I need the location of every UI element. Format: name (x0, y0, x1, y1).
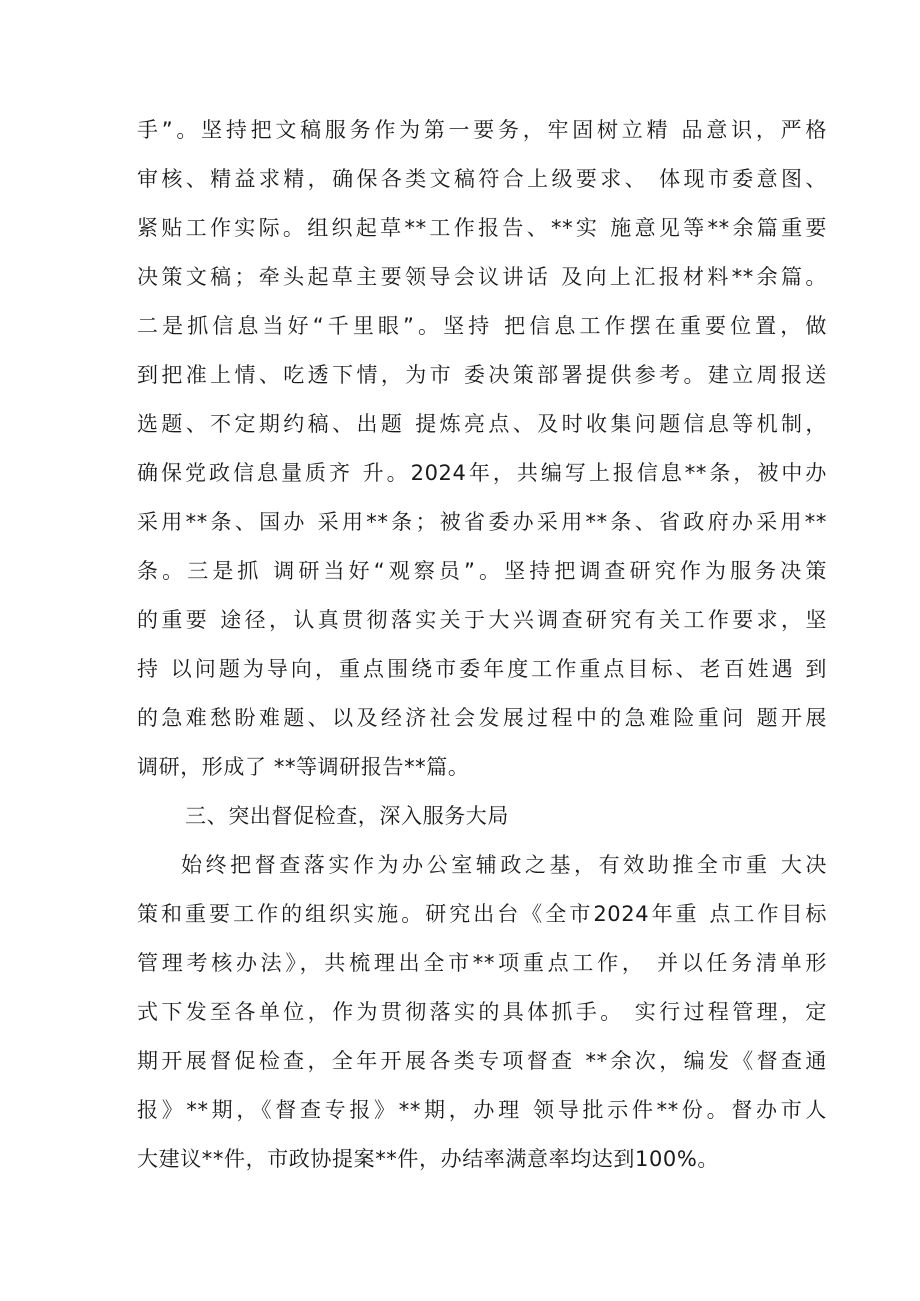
body-line-10: 条。三是抓 调研当好“观察员”。坚持把调查研究作为服务决策 (137, 559, 827, 583)
body-line-3: 紧贴工作实际。组织起草**工作报告、**实 施意见等**余篇重要 (137, 216, 827, 240)
body-line-2: 审核、精益求精，确保各类文稿符合上级要求、 体现市委意图、 (137, 167, 827, 191)
section-line-7: 大建议**件，市政协提案**件，办结率满意率均达到100%。 (137, 1147, 720, 1171)
body-line-13: 的急难愁盼难题、以及经济社会发展过程中的急难险重问 题开展 (137, 706, 827, 730)
body-line-8: 确保党政信息量质齐 升。2024年，共编写上报信息**条，被中办 (137, 461, 827, 485)
body-line-14: 调研，形成了 **等调研报告**篇。 (137, 755, 470, 779)
body-line-9: 采用**条、国办 采用**条；被省委办采用**条、省政府办采用** (137, 510, 827, 534)
section-line-3: 管理考核办法》，共梳理出全市**项重点工作， 并以任务清单形 (137, 951, 827, 975)
section-line-1: 始终把督查落实作为办公室辅政之基，有效助推全市重 大决 (181, 853, 827, 877)
body-line-7: 选题、不定期约稿、出题 提炼亮点、及时收集问题信息等机制， (137, 412, 827, 436)
body-line-1: 手”。坚持把文稿服务作为第一要务，牢固树立精 品意识，严格 (137, 118, 827, 142)
body-line-6: 到把准上情、吃透下情，为市 委决策部署提供参考。建立周报送 (137, 363, 827, 387)
body-line-5: 二是抓信息当好“千里眼”。坚持 把信息工作摆在重要位置，做 (137, 314, 827, 338)
section-line-5: 期开展督促检查，全年开展各类专项督查 **余次，编发《督查通 (137, 1049, 827, 1073)
section-heading: 三、突出督促检查，深入服务大局 (185, 804, 509, 828)
body-line-12: 持 以问题为导向，重点围绕市委年度工作重点目标、老百姓遇 到 (137, 657, 827, 681)
section-line-2: 策和重要工作的组织实施。研究出台《全市2024年重 点工作目标 (137, 902, 827, 926)
body-line-4: 决策文稿；牵头起草主要领导会议讲话 及向上汇报材料**余篇。 (137, 265, 827, 289)
section-line-4: 式下发至各单位，作为贯彻落实的具体抓手。 实行过程管理，定 (137, 1000, 827, 1024)
body-line-11: 的重要 途径，认真贯彻落实关于大兴调查研究有关工作要求，坚 (137, 608, 827, 632)
section-line-6: 报》**期，《督查专报》**期，办理 领导批示件**份。督办市人 (137, 1098, 827, 1122)
